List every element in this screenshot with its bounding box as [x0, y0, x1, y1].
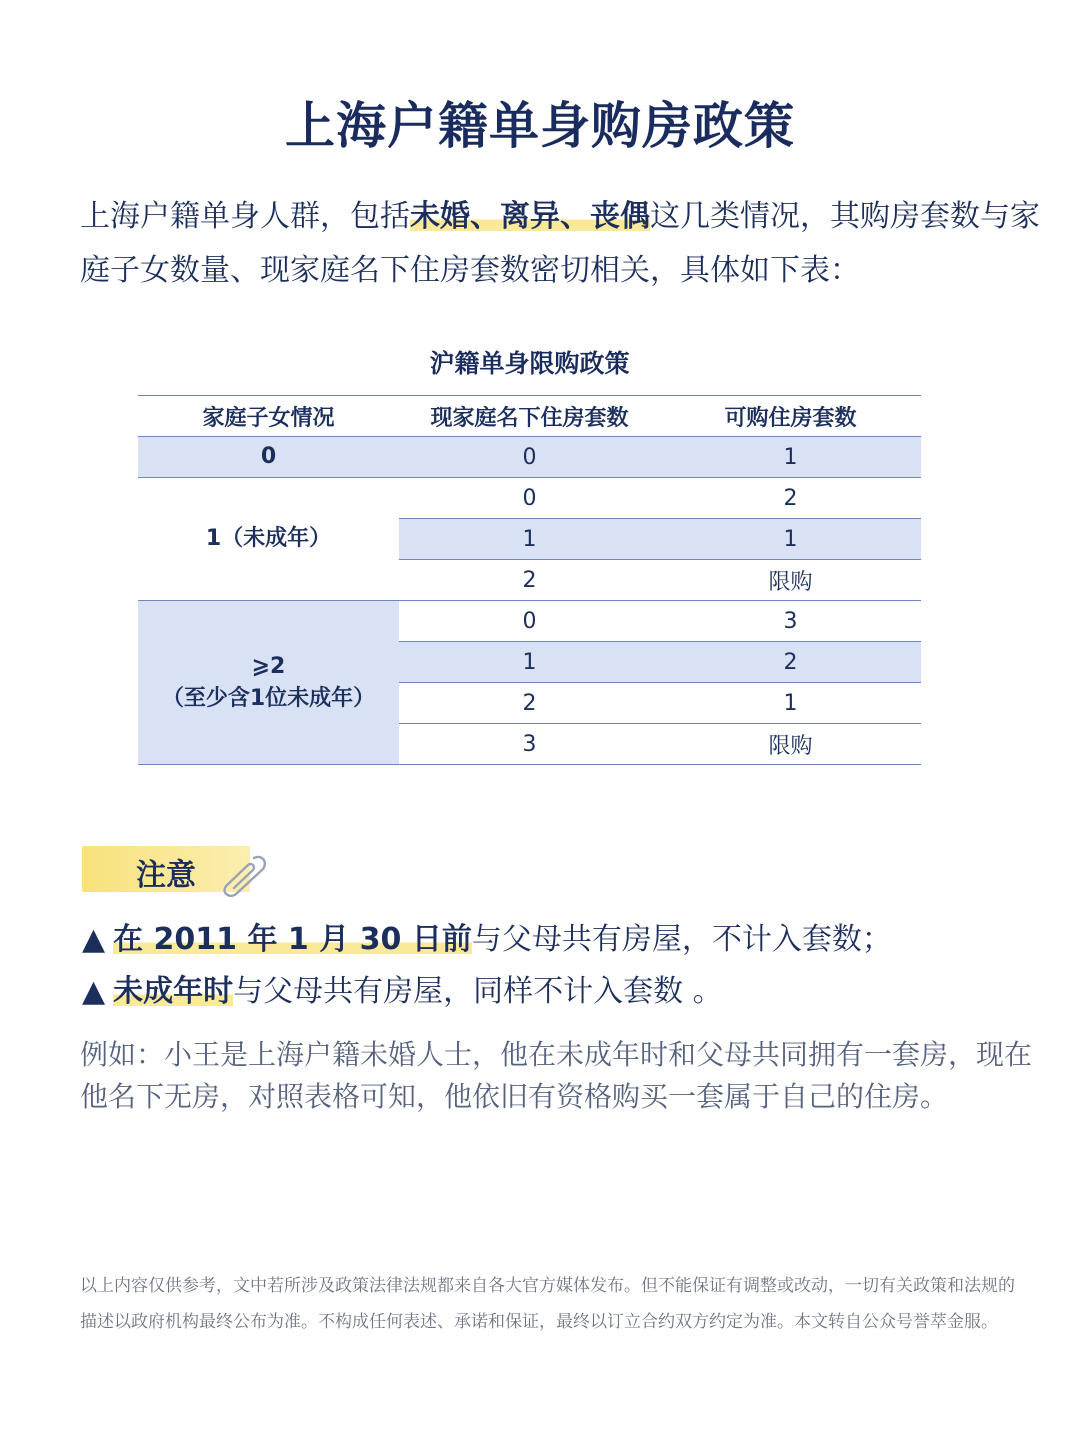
rule-2-text: 与父母共有房屋，同样不计入套数 。 [233, 974, 723, 1009]
owned-cell: 3 [399, 724, 660, 765]
note-label: 注意 [136, 858, 196, 893]
table-header-row [138, 396, 921, 437]
can-buy-cell: 3 [660, 601, 921, 642]
owned-cell: 0 [399, 601, 660, 642]
owned-cell: 1 [399, 519, 660, 560]
triangle-bullet-icon: ▲ [82, 974, 106, 1009]
header-owned: 现家庭名下住房套数 [399, 396, 660, 437]
header-children: 家庭子女情况 [138, 396, 399, 437]
note-rule-1 [82, 914, 892, 958]
intro-text-1: 上海户籍单身人群，包括 [80, 199, 410, 234]
owned-cell: 0 [399, 478, 660, 519]
can-buy-cell: 2 [660, 478, 921, 519]
note-rule-2 [82, 966, 723, 1010]
disclaimer-text: 以上内容仅供参考，文中若所涉及政策法律法规都来自各大官方媒体发布。但不能保证有调整或改动，一切有关政策和法规的描述以政府机构最终公布为准。不构成任何表述、承诺和保证，最终以订立合约双方约定为准。本文转自公众号誉萃金服。 [80, 1276, 1015, 1332]
children-cell [138, 601, 399, 765]
intro-paragraph [80, 190, 1040, 298]
can-buy-cell: 1 [660, 519, 921, 560]
owned-cell: 2 [399, 560, 660, 601]
can-buy-cell: 1 [660, 683, 921, 724]
can-buy-cell: 2 [660, 642, 921, 683]
owned-cell: 2 [399, 683, 660, 724]
table-row [138, 437, 921, 478]
header-can-buy: 可购住房套数 [660, 396, 921, 437]
rule-1-highlight: 在 2011 年 1 月 30 日前 [113, 922, 472, 957]
rule-1-text: 与父母共有房屋，不计入套数； [471, 922, 892, 957]
can-buy-cell: 限购 [660, 560, 921, 601]
policy-table [138, 395, 921, 765]
intro-highlight: 未婚、离异、丧偶 [410, 199, 650, 234]
children-cell: 1（未成年） [138, 478, 399, 601]
table-row [138, 601, 921, 642]
rule-2-highlight: 未成年时 [113, 974, 234, 1009]
owned-cell: 1 [399, 642, 660, 683]
children-line-1: ⩾2 [251, 653, 286, 679]
owned-cell: 0 [399, 437, 660, 478]
intro-text-2: 这几类情况，其购房套数与家庭子女数量、现家庭名下住房套数密切相关，具体如下表： [80, 199, 1040, 288]
paperclip-icon [214, 852, 270, 900]
can-buy-cell: 1 [660, 437, 921, 478]
can-buy-cell: 限购 [660, 724, 921, 765]
children-cell: 0 [138, 437, 399, 478]
table-title: 沪籍单身限购政策 [429, 349, 630, 378]
triangle-bullet-icon: ▲ [82, 922, 106, 957]
table-row [138, 478, 921, 519]
children-line-2: （至少含1位未成年） [161, 685, 376, 711]
page-title: 上海户籍单身购房政策 [285, 97, 795, 155]
example-paragraph: 例如：小王是上海户籍未婚人士，他在未成年时和父母共同拥有一套房，现在他名下无房，对照表格可知，他依旧有资格购买一套属于自己的住房。 [80, 1038, 1033, 1113]
